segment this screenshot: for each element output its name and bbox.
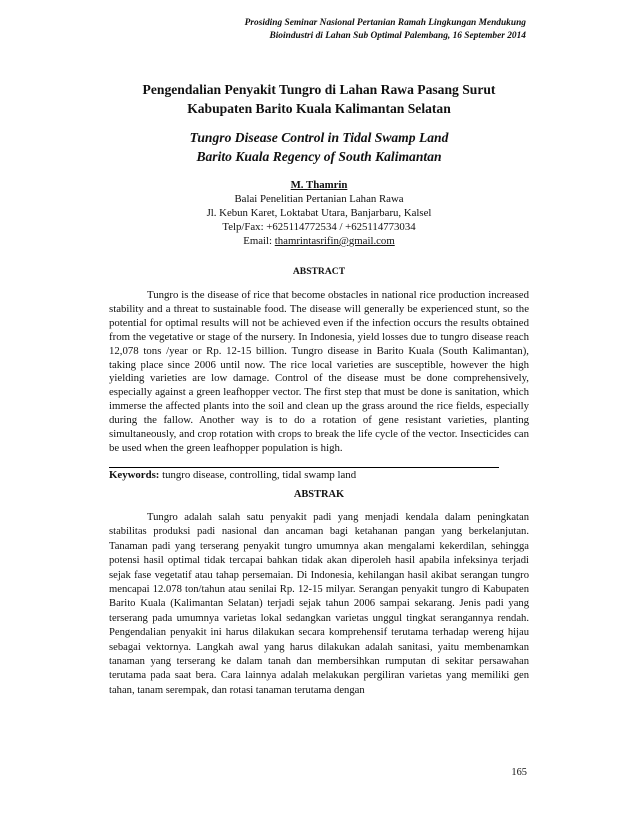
author-block [0,178,638,248]
running-header [245,17,526,43]
author-phone: Telp/Fax: +625114772534 / +625114773034 [222,221,416,233]
abstract-paragraph: Tungro is the disease of rice that become obstacles in national rice production increased stability and a threat to sustainable food. The disease will generally be experienced stunt, so the potential for optimal results will not be achieved even if the infection occurs the results obtained from the vegetative or stage of the nursery. In Indonesia, yield losses due to tungro disease reach 12,078 tons /year or Rp. 12-15 billion. Tungro disease in Barito Kuala (South Kalimantan), taking place since 2006 until now. The rice local varieties are susceptible, however the high yielding varieties are low damage. Control of the disease must be done comprehensively, especially against a green leafhopper vector. The first step that must be done is sanitation, which immerse the affected plants into the soil and clean up the grass around the rice fields, especially during the fallow. Another way is to do a rotation of gene resistant varieties, planting simultaneously, and crop rotation with crops to break the life cycle of the vector. Insecticides can be used when the green leafhopper population is high. [109,289,529,454]
abstrak-heading: ABSTRAK [293,489,345,500]
title-id-line-2: Kabupaten Barito Kuala Kalimantan Selatan [187,101,451,116]
header-line-2: Bioindustri di Lahan Sub Optimal Palembang, 16 September 2014 [269,31,526,41]
keywords-label: Keywords: [109,469,160,481]
abstract-body [109,289,529,456]
author-email-line [0,234,638,248]
keywords-line [109,468,356,482]
title-en-line-1: Tungro Disease Control in Tidal Swamp Land [189,130,449,145]
header-line-1: Prosiding Seminar Nasional Pertanian Ramah Lingkungan Mendukung [244,18,526,28]
abstract-heading: ABSTRACT [292,266,346,277]
title-id-line-1: Pengendalian Penyakit Tungro di Lahan Rawa Pasang Surut [142,82,496,97]
author-institution: Balai Penelitian Pertanian Lahan Rawa [234,193,404,205]
paper-title-indonesian [0,80,638,118]
email-link[interactable]: thamrintasrifin@gmail.com [274,235,395,247]
abstrak-paragraph: Tungro adalah salah satu penyakit padi yang menjadi kendala dalam peningkatan stabilitas produksi padi nasional dan ancaman bagi ketahanan pangan yang berkelanjutan. Tanaman padi yang terserang penyakit tungro umumnya akan mengalami kekerdilan, sehingga potensi hasil optimal tidak tercapai bahkan tidak akan diperoleh hasil apabila infeksinya terjadi sejak fase vegetatif atau tahap persemaian. Di Indonesia, kehilangan hasil akibat serangan tungro mencapai 12.078 ton/tahun atau senilai Rp. 12-15 milyar. Serangan penyakit tungro di Kabupaten Barito Kuala (Kalimantan Selatan) terjadi sejak tahun 2006 sampai sekarang. Jenis padi yang terserang pada umumnya varietas lokal sedangkan varietas unggul tingkat serangannya rendah. Pengendalian penyakit ini harus dilakukan secara komprehensif terutama terhadap wereng hijau sebagai vektornya. Langkah awal yang harus dilakukan adalah sanitasi, yaitu membenamkan tanaman yang terserang ke dalam tanah dan membersihkan rumputan di sekitar persawahan terutama pada saat bera. Cara lainnya adalah melakukan pergiliran varietas yang memiliki gen tahan, tanam serempak, dan rotasi tanaman terutama dengan [109,512,529,696]
author-address: Jl. Kebun Karet, Loktabat Utara, Banjarbaru, Kalsel [206,207,432,219]
paper-title-english [0,128,638,166]
author-name: M. Thamrin [290,179,348,191]
page-number: 165 [511,767,527,778]
keywords-text: tungro disease, controlling, tidal swamp land [159,469,357,481]
title-en-line-2: Barito Kuala Regency of South Kalimantan [196,149,442,164]
abstrak-body [109,511,529,698]
email-label: Email: [243,235,275,247]
